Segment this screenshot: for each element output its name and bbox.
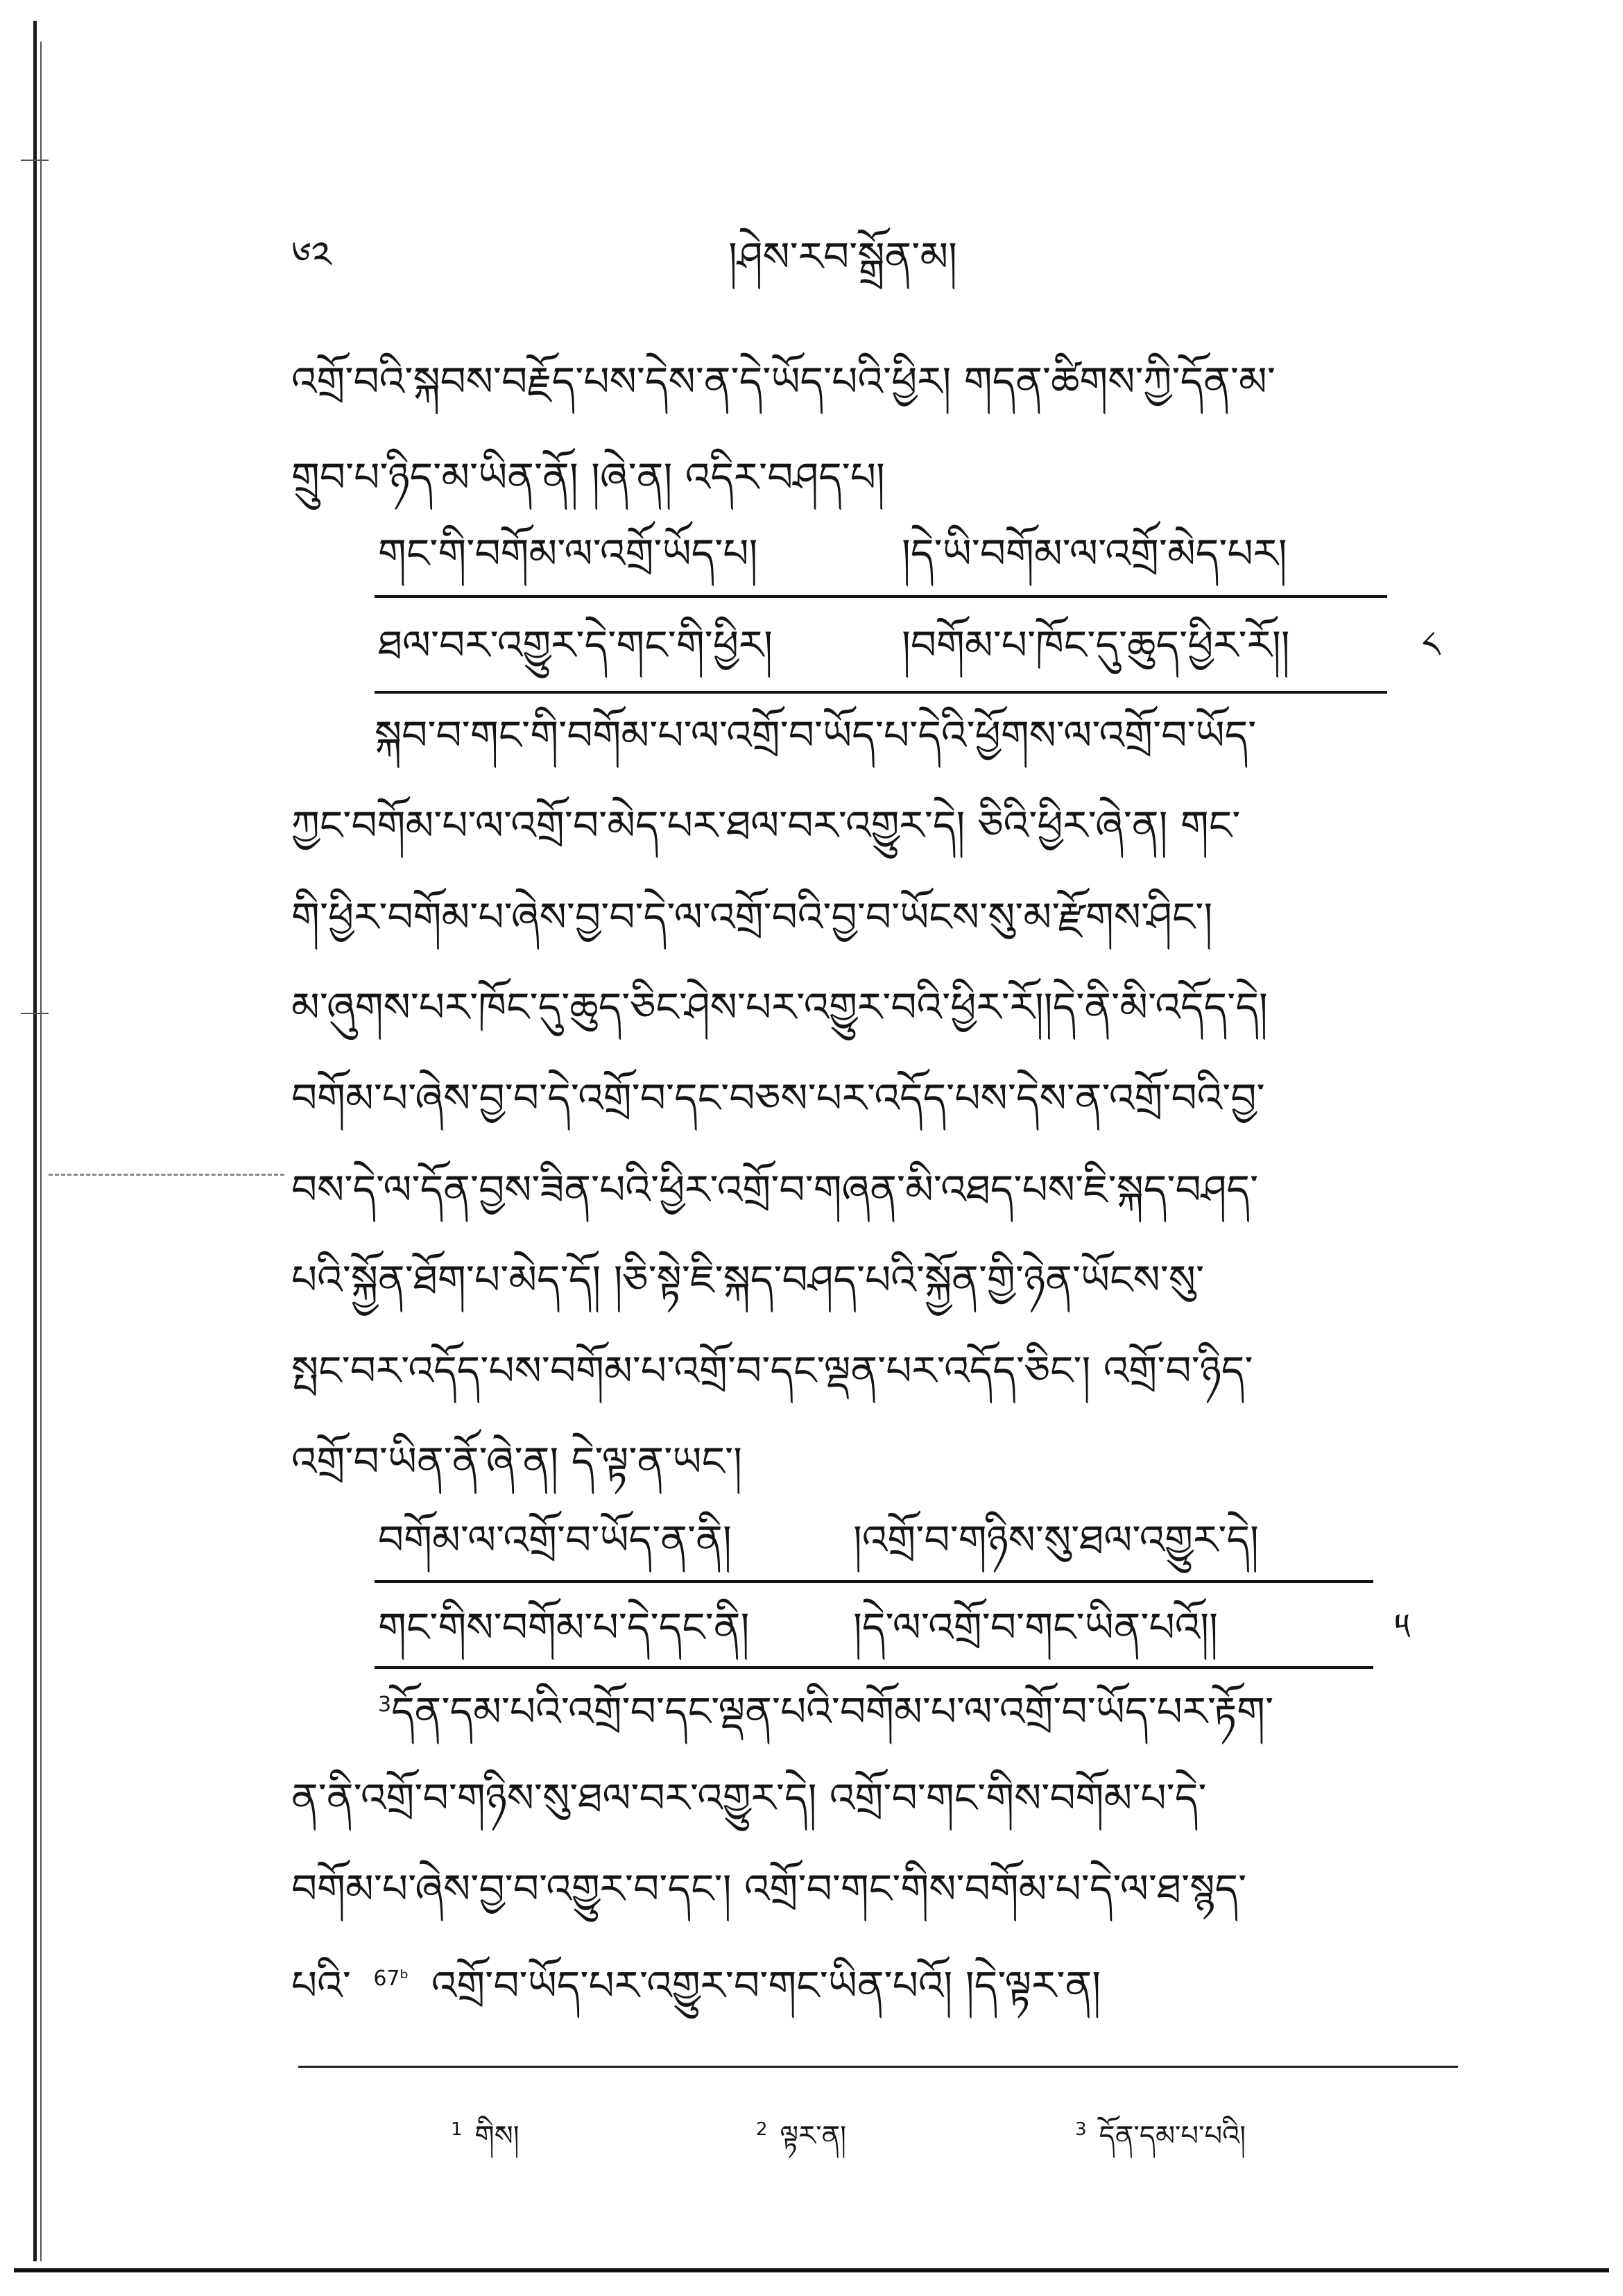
- text-line: མ་ཞུགས་པར་ཁོང་དུ་ཆུད་ཅིང་ཤེས་པར་འགྱུར་བའི་ཕྱིར་རོ།།དེ་ནི་མི་འདོད་དེ།: [291, 984, 1268, 1031]
- verse-line: །དེ་ལ་འགྲོ་བ་གང་ཡིན་པའོ།།: [853, 1604, 1219, 1651]
- footnote-number: 1: [451, 2119, 463, 2140]
- text-line: བགོམ་པ་ཞེས་བྱ་བ་འགྱུར་བ་དང་། འགྲོ་བ་གང་གིས་བགོམ་པ་དེ་ལ་ཐ་སྙད་: [291, 1865, 1247, 1912]
- text-line: བགོམ་པ་ཞེས་བྱ་བ་དེ་འགྲོ་བ་དང་བཅས་པར་འདོད་པས་དེས་ན་འགྲོ་བའི་བྱ་: [291, 1074, 1265, 1122]
- text-line: ཀྱང་བགོམ་པ་ལ་འགྲོ་བ་མེད་པར་ཐལ་བར་འགྱུར་དེ། ཅིའི་ཕྱིར་ཞེ་ན། གང་: [291, 802, 1241, 849]
- binding-edge-inner: [40, 42, 42, 2261]
- verse-line: གང་གི་བགོམ་ལ་འགྲོ་ཡོད་པ།: [378, 530, 758, 577]
- text-line: [291, 1951, 1101, 2013]
- text-line-content: པའི་: [291, 1962, 351, 2010]
- verse-line: །དེ་ཡི་བགོམ་ལ་འགྲོ་མེད་པར།: [902, 530, 1287, 577]
- text-line-content: དོན་དམ་པའི་འགྲོ་བ་དང་ལྡན་པའི་བགོམ་པ་ལ་འགྲོ་བ་ཡོད་པར་རྟོག་: [391, 1688, 1274, 1736]
- verse-rule: [375, 595, 1387, 598]
- verse-line: བགོམ་ལ་འགྲོ་བ་ཡོད་ན་ནི།: [378, 1516, 732, 1563]
- folio-reference: 67ᵇ: [373, 1967, 409, 1991]
- text-line: བས་དེ་ལ་དོན་བྱས་ཟིན་པའི་ཕྱིར་འགྲོ་བ་གཞན་མི་འཐད་པས་ཇི་སྐད་བཤད་: [291, 1166, 1259, 1213]
- verse-line: གང་གིས་བགོམ་པ་དེ་དང་ནི།: [378, 1604, 750, 1651]
- fold-mark: [49, 1174, 284, 1176]
- text-line: སྐབ་བ་གང་གི་བགོམ་པ་ལ་འགྲོ་བ་ཡོད་པ་དེའི་ཕྱོགས་ལ་འགྲོ་བ་ཡོད་: [375, 712, 1257, 759]
- text-line: སྤང་བར་འདོད་པས་བགོམ་པ་འགྲོ་བ་དང་ལྡན་པར་འདོད་ཅིང་། འགྲོ་བ་ཉིད་: [291, 1347, 1253, 1394]
- footnote-number: 3: [1075, 2119, 1087, 2140]
- footnote-text: གིས།: [474, 2120, 519, 2152]
- text-line: [378, 1677, 1273, 1739]
- footnote: [1075, 2109, 1246, 2157]
- page-number: ༦༢: [291, 234, 332, 279]
- edge-mark: [21, 160, 49, 161]
- edge-mark: [21, 1013, 49, 1014]
- verse-number: ༥: [1394, 1607, 1411, 1648]
- footnote-text: དོན་དམ་པ་པའི།: [1099, 2120, 1246, 2152]
- footnote-marker: 3: [378, 1693, 392, 1717]
- text-line: པའི་སྐྱོན་ཐོག་པ་མེད་དོ། །ཅི་སྟེ་ཇི་སྐད་བཤད་པའི་སྐྱོན་གྱི་ཉེན་ཡོངས་སུ་: [291, 1256, 1205, 1303]
- binding-edge: [33, 21, 37, 2261]
- verse-number: ༨: [1422, 624, 1441, 666]
- footnote-number: 2: [756, 2119, 768, 2140]
- verse-rule: [375, 1580, 1373, 1583]
- text-line: འགྲོ་བ་ཡིན་ནོ་ཞེ་ན། དེ་ལྟ་ན་ཡང་།: [291, 1438, 742, 1485]
- text-line: གྲུབ་པ་ཉིད་མ་ཡིན་ནོ། །ཞེ་ན། འདིར་བཤད་པ།: [291, 454, 885, 501]
- verse-rule: [375, 691, 1387, 694]
- verse-line: །འགྲོ་བ་གཉིས་སུ་ཐལ་འགྱུར་དེ།: [853, 1516, 1259, 1563]
- verse-line: །བགོམ་པ་ཁོང་དུ་ཆུད་ཕྱིར་རོ།།: [902, 622, 1290, 669]
- bottom-edge: [14, 2268, 1609, 2272]
- verse-rule: [375, 1666, 1373, 1669]
- footnotes: [451, 2109, 1352, 2157]
- running-title: །ཤེས་རབ་སྒྲོན་མ།: [728, 233, 957, 280]
- footnote-text: ལྟར་ན།: [780, 2120, 847, 2152]
- footnote: [451, 2109, 519, 2157]
- footnote: [756, 2109, 846, 2157]
- text-line: ན་ནི་འགྲོ་བ་གཉིས་སུ་ཐལ་བར་འགྱུར་དེ། འགྲོ་བ་གང་གིས་བགོམ་པ་དེ་: [291, 1774, 1207, 1822]
- text-line-content: འགྲོ་བ་ཡོད་པར་འགྱུར་བ་གང་ཡིན་པའོ། །དེ་ལྟར་ན།: [431, 1962, 1101, 2010]
- footnote-rule: [298, 2066, 1458, 2068]
- page-header: [291, 229, 1436, 305]
- verse-line: ཐལ་བར་འགྱུར་དེ་གང་གི་ཕྱིར།: [378, 622, 773, 669]
- text-line: འགྲོ་བའི་སྐབས་བརྗོད་པས་དེས་ན་དེ་ཡོད་པའི་ཕྱིར། གདན་ཚིགས་ཀྱི་དོན་མ་: [291, 358, 1276, 405]
- text-line: གི་ཕྱིར་བགོམ་པ་ཞེས་བྱ་བ་དེ་ལ་འགྲོ་བའི་བྱ་བ་ཡོངས་སུ་མ་རྫོགས་ཤིང་།: [291, 893, 1213, 941]
